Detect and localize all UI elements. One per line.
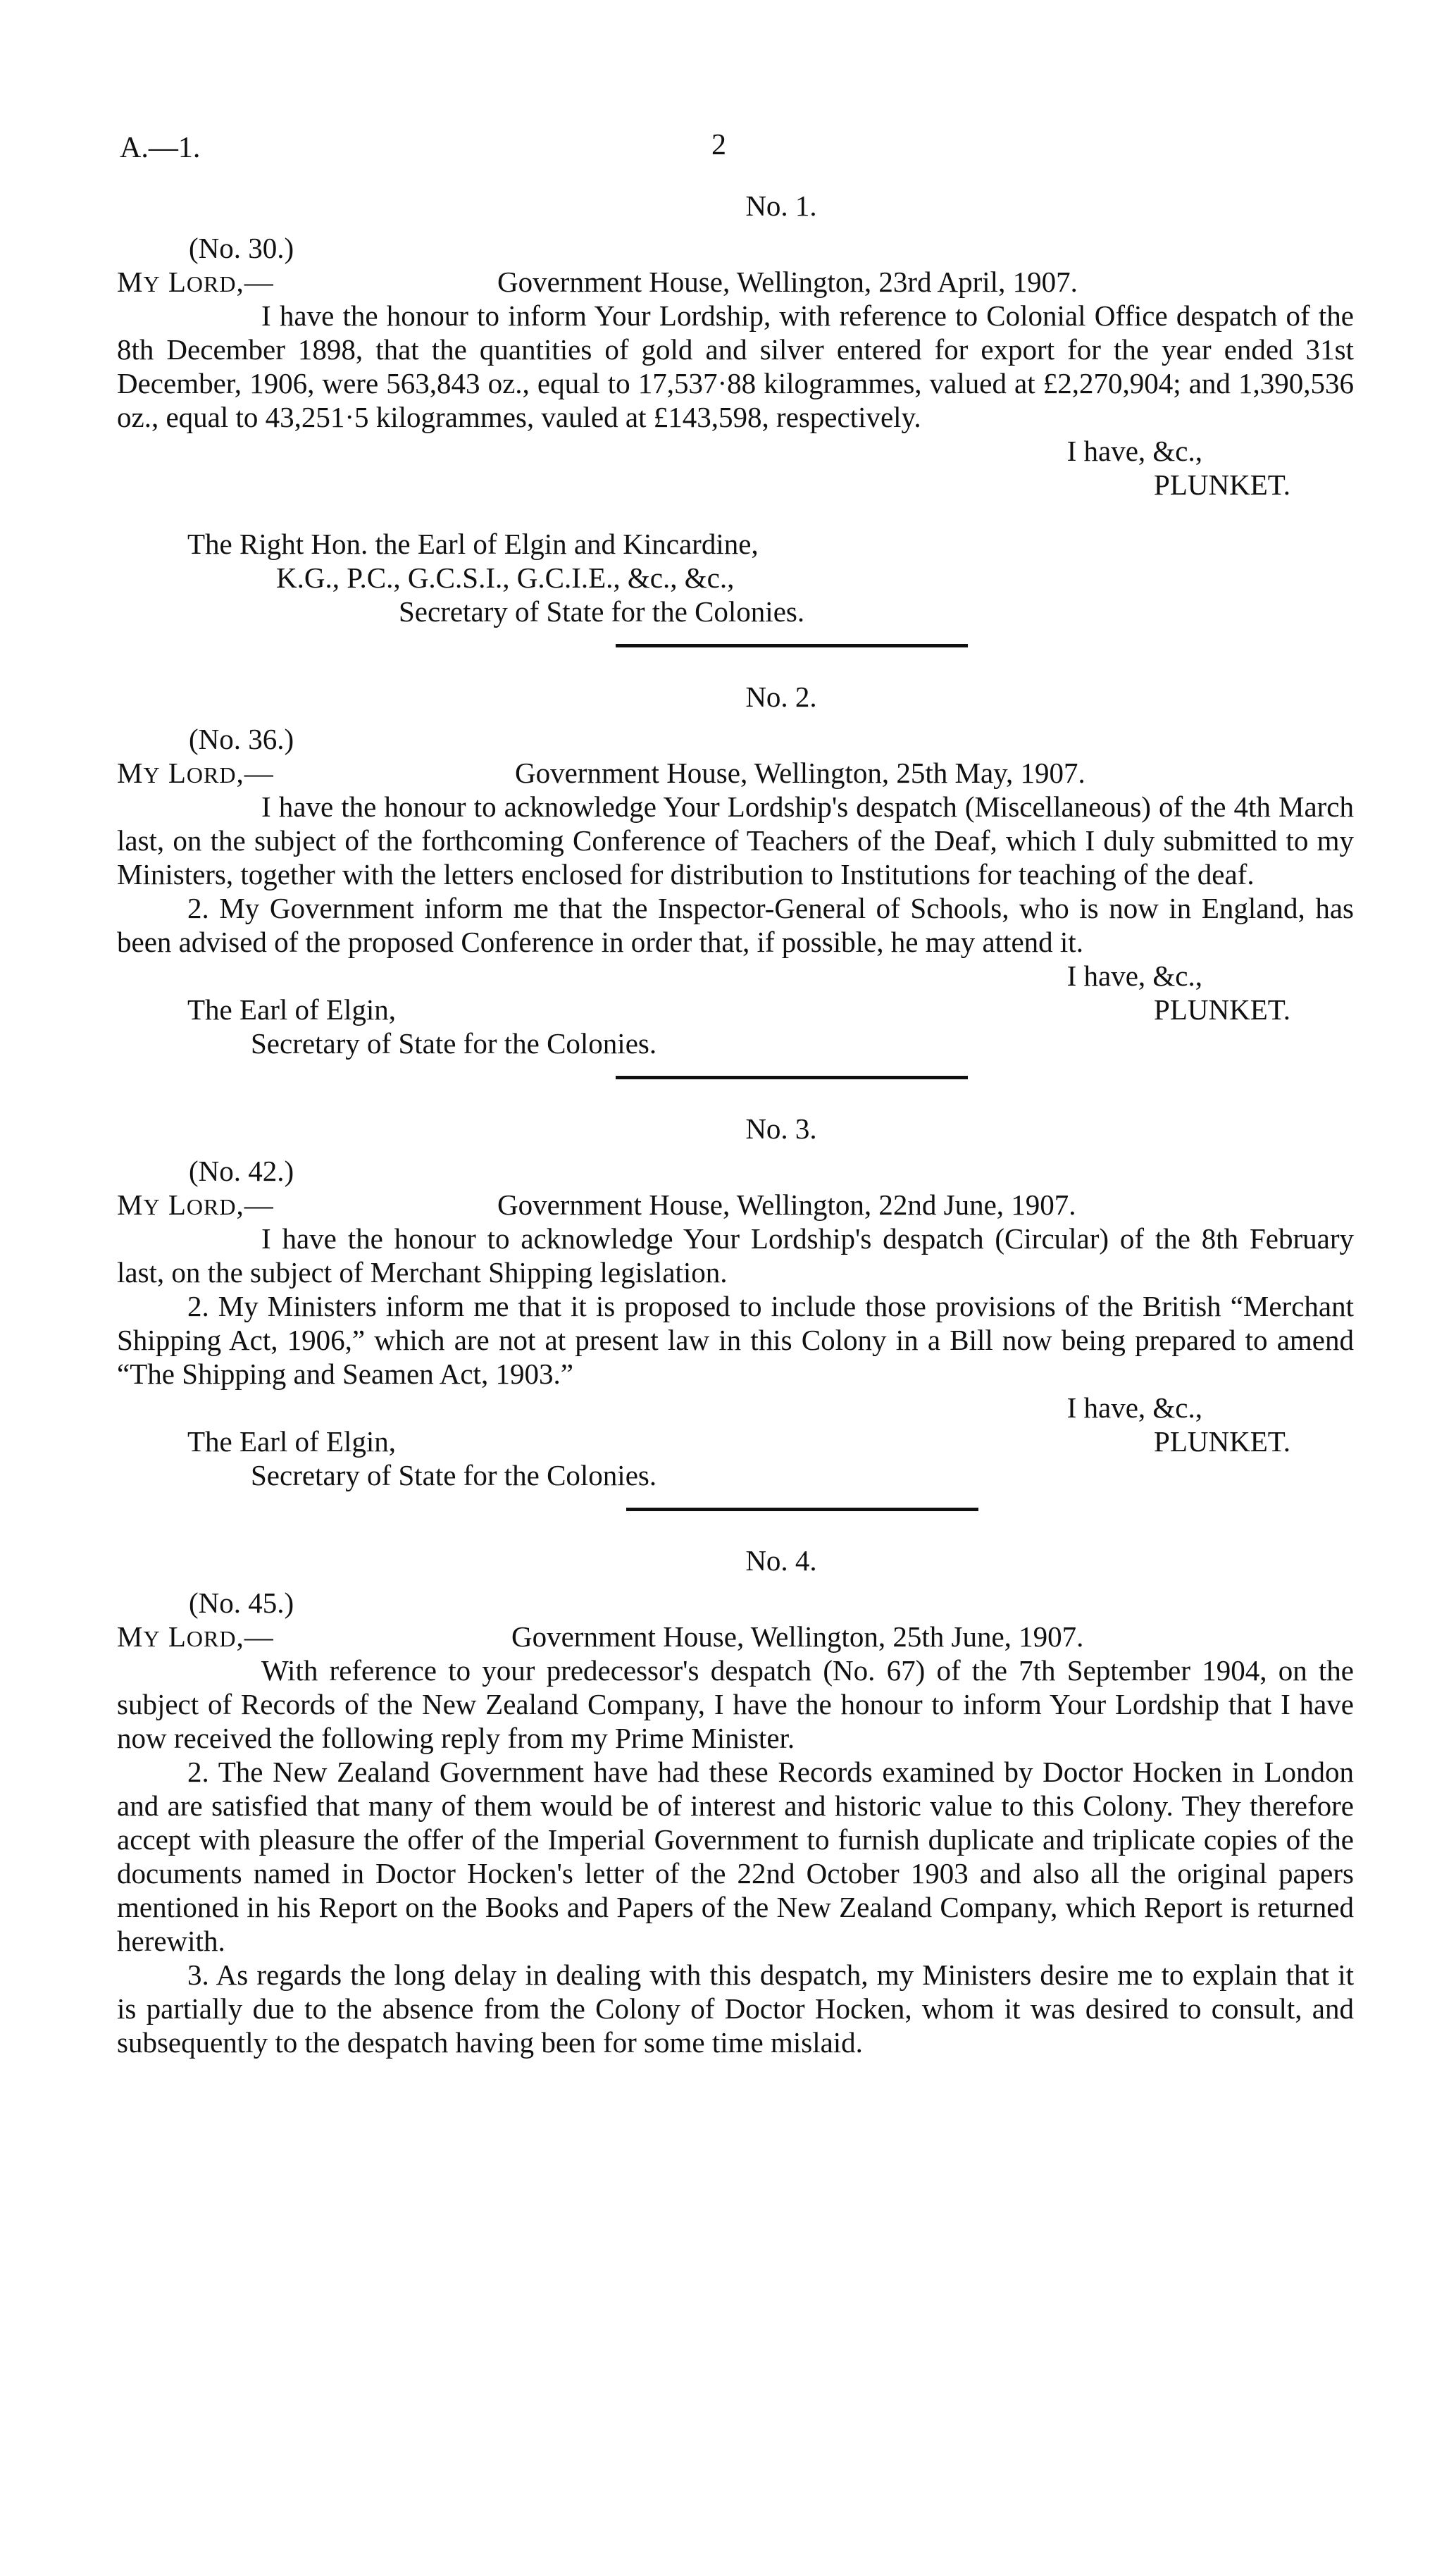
signature: PLUNKET. bbox=[1154, 993, 1290, 1026]
place-date: Government House, Wellington, 22nd June, 1907. bbox=[497, 1189, 1076, 1221]
despatch-ref: (No. 30.) bbox=[189, 232, 294, 264]
addressee: The Earl of Elgin, bbox=[187, 993, 397, 1026]
paragraph: I have the honour to acknowledge Your Lordship's despatch (Circular) of the 8th February last, on the subject of Merchant Shipping legislation. bbox=[117, 1222, 1354, 1289]
salutation-line bbox=[117, 1188, 1354, 1222]
place-date: Government House, Wellington, 23rd April, 1907. bbox=[497, 266, 1078, 298]
salutation: MY LORD,— bbox=[117, 1620, 274, 1653]
signature: PLUNKET. bbox=[1154, 1425, 1290, 1458]
addressee-line: The Right Hon. the Earl of Elgin and Kincardine, bbox=[187, 528, 759, 560]
salutation: MY LORD,— bbox=[117, 266, 274, 298]
despatch-1 bbox=[117, 189, 1354, 628]
addressee: The Earl of Elgin, bbox=[187, 1425, 397, 1458]
despatch-3 bbox=[117, 1112, 1354, 1492]
despatch-heading: No. 3. bbox=[745, 1112, 817, 1145]
closing: I have, &c., bbox=[1066, 960, 1202, 992]
despatch-heading: No. 2. bbox=[745, 681, 817, 713]
despatch-ref: (No. 36.) bbox=[189, 723, 294, 755]
separator-rule bbox=[616, 644, 968, 647]
despatch-2 bbox=[117, 680, 1354, 1060]
place-date: Government House, Wellington, 25th June, 1907. bbox=[511, 1620, 1084, 1653]
salutation: MY LORD,— bbox=[117, 1189, 274, 1221]
despatch-heading: No. 1. bbox=[745, 190, 817, 222]
paragraph: 3. As regards the long delay in dealing with this despatch, my Ministers desire me to explain that it is partially due to the absence from the Colony of Doctor Hocken, whom it was desired to consult, and subsequently to the despatch having been for some time mislaid. bbox=[117, 1959, 1354, 2059]
salutation-line bbox=[117, 265, 1354, 299]
salutation-line bbox=[117, 1620, 1354, 1653]
place-date: Government House, Wellington, 25th May, 1907. bbox=[515, 757, 1085, 789]
paragraph: 2. The New Zealand Government have had these Records examined by Doctor Hocken in London and are satisfied that many of them would be of interest and historic value to this Colony. They therefore accept with pleasure the offer of the Imperial Government to furnish duplicate and triplicate copies of the documents named in Doctor Hocken's letter of the 22nd October 1903 and also all the original papers mentioned in his Report on the Books and Papers of the New Zealand Company, which Report is returned herewith. bbox=[117, 1756, 1354, 1957]
separator-rule bbox=[626, 1508, 978, 1511]
addressee-line: Secretary of State for the Colonies. bbox=[399, 595, 805, 628]
salutation-line bbox=[117, 756, 1354, 790]
closing: I have, &c., bbox=[1066, 435, 1202, 467]
despatch-ref: (No. 42.) bbox=[189, 1155, 294, 1187]
despatch-heading: No. 4. bbox=[745, 1544, 817, 1577]
document-reference: A.—1. bbox=[120, 132, 201, 164]
paragraph: With reference to your predecessor's despatch (No. 67) of the 7th September 1904, on the subject of Records of the New Zealand Company, I have the honour to inform Your Lordship that I have now received the following reply from my Prime Minister. bbox=[117, 1654, 1354, 1754]
despatch-4 bbox=[117, 1544, 1354, 2059]
separator-rule bbox=[616, 1076, 968, 1079]
despatch-content bbox=[117, 189, 1354, 2059]
salutation: MY LORD,— bbox=[117, 757, 274, 789]
closing: I have, &c., bbox=[1066, 1391, 1202, 1424]
paragraph: I have the honour to inform Your Lordship, with reference to Colonial Office despatch of the 8th December 1898, that the quantities of gold and silver entered for export for the year ended 31st December, 1906, were 563,843 oz., equal to 17,537·88 kilogrammes, valued at £2,270,904; and 1,390,536 oz., equal to 43,251·5 kilogrammes, vauled at £143,598, respectively. bbox=[117, 299, 1354, 433]
signature: PLUNKET. bbox=[1154, 468, 1290, 501]
secretary-line: Secretary of State for the Colonies. bbox=[251, 1027, 657, 1060]
addressee-line: K.G., P.C., G.C.S.I., G.C.I.E., &c., &c., bbox=[276, 561, 735, 594]
despatch-ref: (No. 45.) bbox=[189, 1587, 294, 1619]
addressee-signature-row bbox=[117, 993, 1354, 1026]
paragraph: 2. My Government inform me that the Inspector-General of Schools, who is now in England, has been advised of the proposed Conference in order that, if possible, he may attend it. bbox=[117, 892, 1354, 958]
paragraph: I have the honour to acknowledge Your Lordship's despatch (Miscellaneous) of the 4th March last, on the subject of the forthcoming Conference of Teachers of the Deaf, which I duly submitted to my Ministers, together with the letters enclosed for distribution to Institutions for teaching of the deaf. bbox=[117, 790, 1354, 890]
addressee-signature-row bbox=[117, 1425, 1354, 1458]
paragraph: 2. My Ministers inform me that it is proposed to include those provisions of the British “Merchant Shipping Act, 1906,” which are not at present law in this Colony in a Bill now being prepared to amend “The Shipping and Seamen Act, 1903.” bbox=[117, 1290, 1354, 1390]
page-number: 2 bbox=[711, 129, 726, 161]
secretary-line: Secretary of State for the Colonies. bbox=[251, 1459, 657, 1491]
